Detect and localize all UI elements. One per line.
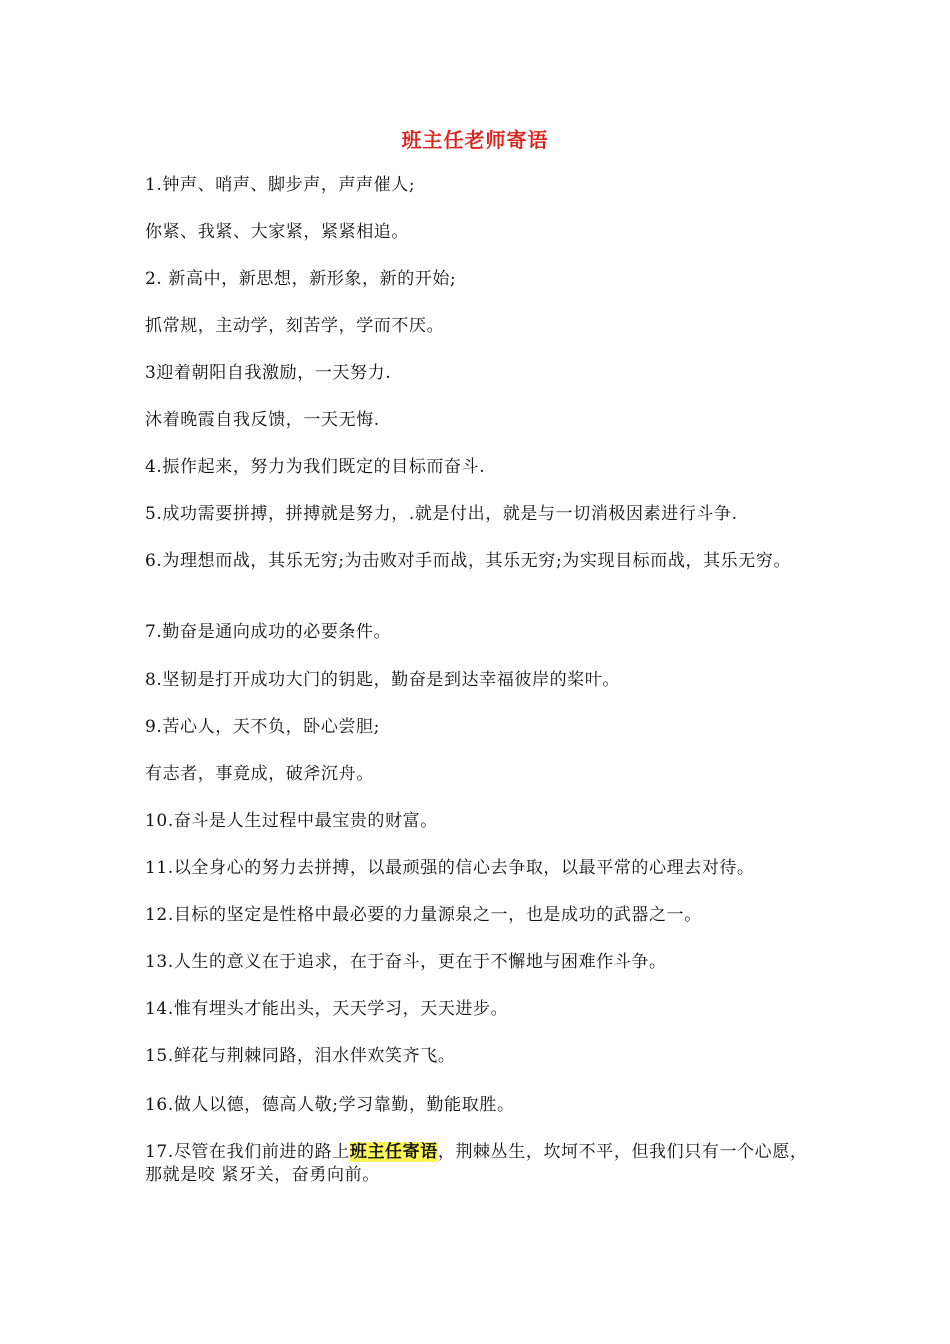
paragraph-18: 14.惟有埋头才能出头，天天学习，天天进步。 (145, 999, 509, 1019)
paragraph-10: 7.勤奋是通向成功的必要条件。 (145, 622, 392, 642)
paragraph-7: 4.振作起来，努力为我们既定的目标而奋斗. (145, 457, 486, 477)
paragraph-12: 9.苦心人，天不负，卧心尝胆; (145, 717, 380, 737)
paragraph-3: 2. 新高中，新思想，新形象，新的开始; (145, 269, 457, 289)
paragraph-15: 11.以全身心的努力去拼搏，以最顽强的信心去争取，以最平常的心理去对待。 (145, 858, 755, 878)
paragraph-1: 1.钟声、哨声、脚步声，声声催人; (145, 175, 416, 195)
paragraph-21-end: ，荆棘丛生，坎坷不平，但我们只有一个心愿， 那就是咬 紧牙关，奋勇向前。 (145, 1142, 808, 1185)
paragraph-16: 12.目标的坚定是性格中最必要的力量源泉之一，也是成功的武器之一。 (145, 905, 702, 925)
paragraph-11: 8.坚韧是打开成功大门的钥匙，勤奋是到达幸福彼岸的桨叶。 (145, 670, 621, 690)
paragraph-21 (145, 1141, 815, 1187)
paragraph-14: 10.奋斗是人生过程中最宝贵的财富。 (145, 811, 438, 831)
paragraph-4: 抓常规，主动学，刻苦学，学而不厌。 (145, 316, 445, 336)
paragraph-20: 16.做人以德，德高人敬;学习靠勤，勤能取胜。 (145, 1095, 515, 1115)
paragraph-2: 你紧、我紧、大家紧，紧紧相追。 (145, 222, 409, 242)
paragraph-13: 有志者，事竟成，破斧沉舟。 (145, 764, 374, 784)
paragraph-17: 13.人生的意义在于追求，在于奋斗，更在于不懈地与困难作斗争。 (145, 952, 667, 972)
paragraph-6: 沐着晚霞自我反馈，一天无悔. (145, 410, 380, 430)
paragraph-21-start: 17.尽管在我们前进的路上 (145, 1142, 350, 1162)
paragraph-9: 6.为理想而战，其乐无穷;为击败对手而战，其乐无穷;为实现目标而战，其乐无穷。 (145, 551, 792, 571)
highlighted-phrase: 班主任寄语 (349, 1142, 438, 1162)
paragraph-19: 15.鲜花与荆棘同路，泪水伴欢笑齐飞。 (145, 1046, 456, 1066)
paragraph-5: 3迎着朝阳自我激励，一天努力. (145, 363, 392, 383)
paragraph-8: 5.成功需要拼搏，拼搏就是努力，.就是付出，就是与一切消极因素进行斗争. (145, 504, 738, 524)
document-title: 班主任老师寄语 (401, 128, 549, 152)
